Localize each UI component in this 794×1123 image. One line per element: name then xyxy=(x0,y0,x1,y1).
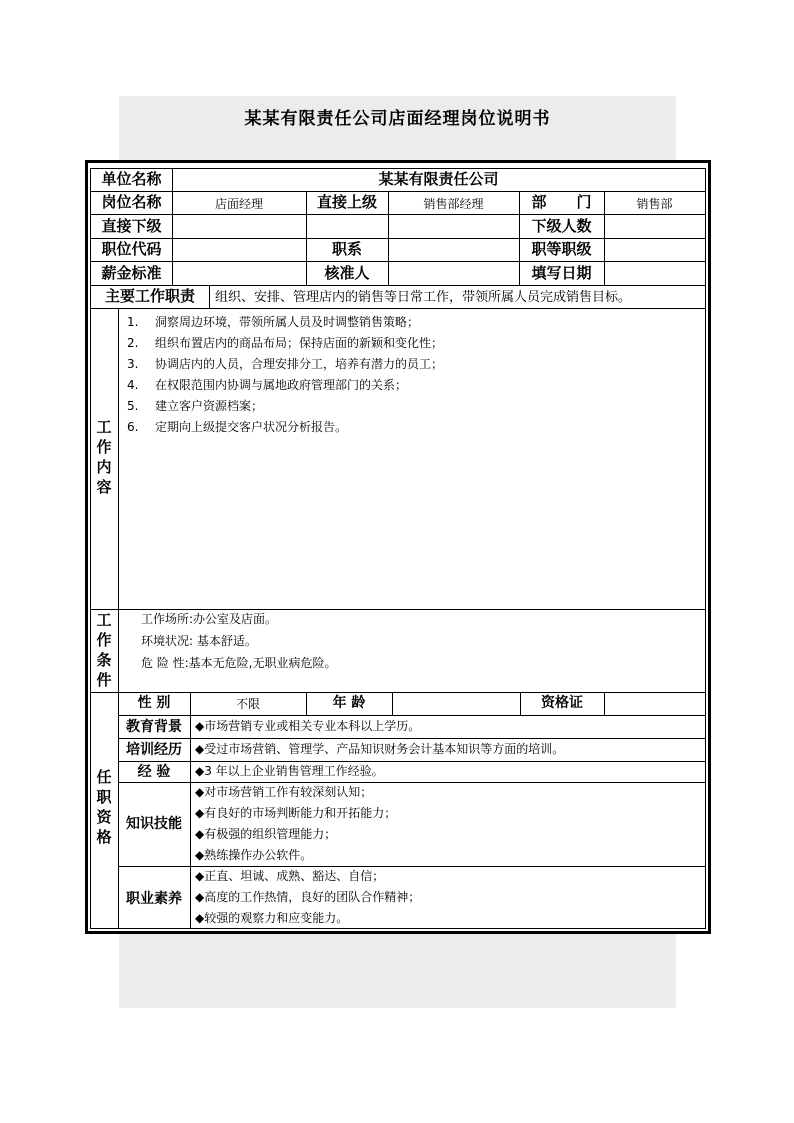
job-family-label: 职系 xyxy=(331,240,362,258)
position-name-value: 店面经理 xyxy=(214,197,263,211)
subordinate-count-label: 下级人数 xyxy=(531,217,592,235)
main-duties-text: 组织、安排、管理店内的销售等日常工作，带领所属人员完成销售目标。 xyxy=(215,290,632,305)
fill-date-label: 填写日期 xyxy=(531,264,592,282)
skills-label: 知识技能 xyxy=(126,816,182,832)
workplace-line: 工作场所:办公室及店面。 xyxy=(141,612,278,626)
quality-line: ◆正直、坦诚、成熟、豁达、自信； xyxy=(195,869,385,883)
work-content-item xyxy=(127,376,407,393)
department-label: 部 门 xyxy=(531,193,592,211)
main-duties-label: 主要工作职责 xyxy=(104,287,195,305)
experience-label: 经 验 xyxy=(137,764,171,780)
gender-label: 性 别 xyxy=(137,695,171,711)
work-conditions-label: 工作条件 xyxy=(96,611,112,689)
gender-value: 不限 xyxy=(235,697,260,711)
form-inner-frame xyxy=(90,168,706,929)
work-content-item xyxy=(127,355,443,372)
item-number: 2. xyxy=(127,336,139,350)
item-text: 组织布置店内的商品布局；保持店面的新颖和变化性； xyxy=(155,336,444,350)
item-text: 定期向上级提交客户状况分析报告。 xyxy=(155,420,348,434)
skill-line: ◆熟练操作办公软件。 xyxy=(195,848,313,862)
work-content-item xyxy=(127,334,443,351)
certificate-label: 资格证 xyxy=(541,695,583,711)
item-text: 建立客户资源档案； xyxy=(155,399,264,413)
direct-subordinate-label: 直接下级 xyxy=(101,217,162,235)
department-value: 销售部 xyxy=(636,197,673,211)
item-text: 洞察周边环境，带领所属人员及时调整销售策略； xyxy=(155,315,420,329)
unit-name-label: 单位名称 xyxy=(101,170,162,188)
work-content-item xyxy=(127,313,419,330)
education-label: 教育背景 xyxy=(126,719,182,735)
item-number: 1. xyxy=(127,315,139,329)
skill-line: ◆有良好的市场判断能力和开拓能力； xyxy=(195,806,397,820)
item-text: 在权限范围内协调与属地政府管理部门的关系； xyxy=(155,378,408,392)
position-code-label: 职位代码 xyxy=(101,240,162,258)
approver-label: 核准人 xyxy=(324,264,370,282)
job-description-form xyxy=(85,160,711,934)
work-content-item xyxy=(127,418,347,435)
quality-line: ◆较强的观察力和应变能力。 xyxy=(195,911,349,925)
qualifications-label: 任职资格 xyxy=(96,768,112,846)
environment-line: 环境状况: 基本舒适。 xyxy=(141,634,257,648)
quality-line: ◆高度的工作热情，良好的团队合作精神； xyxy=(195,890,421,904)
direct-superior-value: 销售部经理 xyxy=(423,197,484,211)
risk-line: 危 险 性:基本无危险,无职业病危险。 xyxy=(141,656,337,670)
unit-name-value: 某某有限责任公司 xyxy=(378,170,499,188)
education-text: ◆市场营销专业或相关专业本科以上学历。 xyxy=(195,719,421,733)
work-content-label: 工作内容 xyxy=(96,418,112,496)
experience-text: ◆3 年以上企业销售管理工作经验。 xyxy=(195,764,384,778)
grade-label: 职等职级 xyxy=(531,240,592,258)
skill-line: ◆有极强的组织管理能力； xyxy=(195,827,337,841)
item-number: 4. xyxy=(127,378,139,392)
age-label: 年 龄 xyxy=(332,695,366,711)
position-name-label: 岗位名称 xyxy=(101,193,162,211)
item-number: 6. xyxy=(127,420,139,434)
skill-line: ◆对市场营销工作有较深刻认知； xyxy=(195,785,373,799)
direct-superior-label: 直接上级 xyxy=(316,193,377,211)
item-number: 3. xyxy=(127,357,139,371)
training-label: 培训经历 xyxy=(126,742,182,758)
work-content-item xyxy=(127,397,263,414)
document-title: 某某有限责任公司店面经理岗位说明书 xyxy=(244,109,551,129)
professional-quality-label: 职业素养 xyxy=(126,891,182,907)
salary-standard-label: 薪金标准 xyxy=(101,264,162,282)
item-number: 5. xyxy=(127,399,139,413)
item-text: 协调店内的人员，合理安排分工，培养有潜力的员工； xyxy=(155,357,444,371)
training-text: ◆受过市场营销、管理学、产品知识财务会计基本知识等方面的培训。 xyxy=(195,742,565,756)
